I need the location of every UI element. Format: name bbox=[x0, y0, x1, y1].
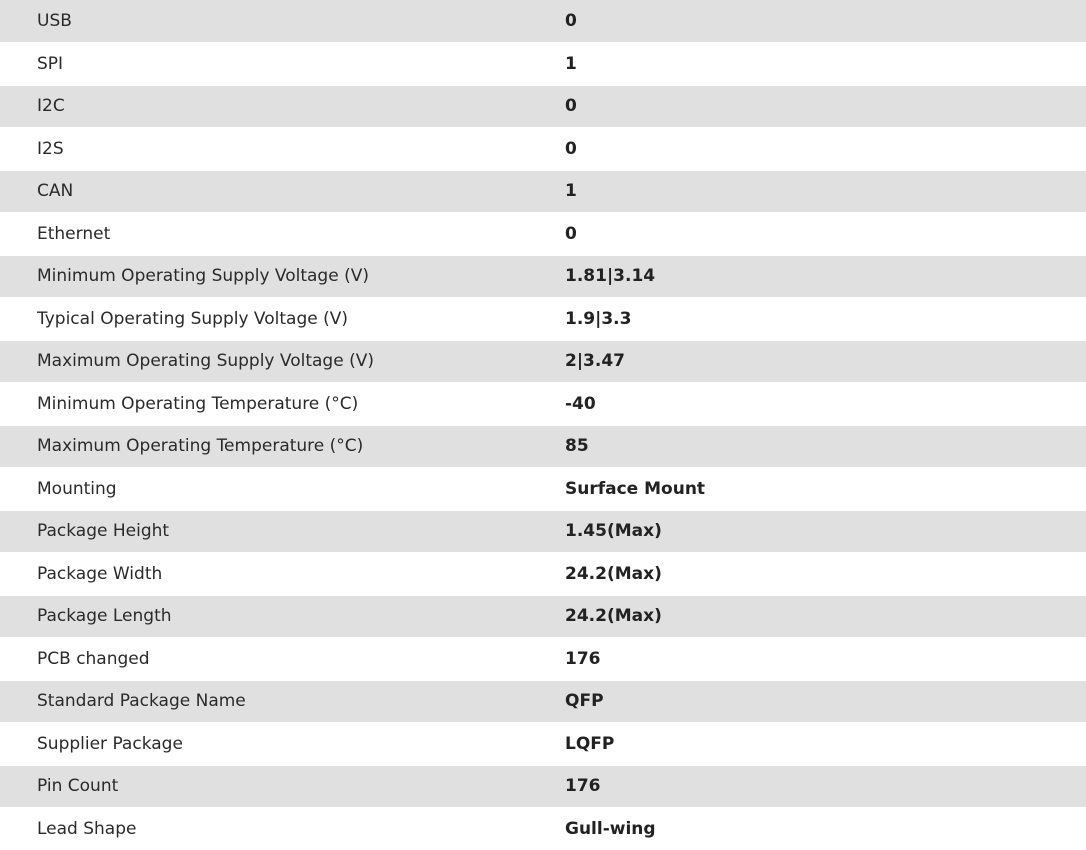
spec-label: Minimum Operating Temperature (°C) bbox=[0, 383, 565, 426]
spec-value: -40 bbox=[565, 383, 1086, 426]
spec-row bbox=[0, 595, 1086, 638]
spec-value: Gull-wing bbox=[565, 808, 1086, 850]
spec-value: 1.45(Max) bbox=[565, 510, 1086, 553]
spec-value: Surface Mount bbox=[565, 468, 1086, 511]
spec-row bbox=[0, 808, 1086, 850]
spec-row bbox=[0, 723, 1086, 766]
spec-label: PCB changed bbox=[0, 638, 565, 681]
spec-label: Package Width bbox=[0, 553, 565, 596]
spec-label: USB bbox=[0, 0, 565, 43]
spec-value: 1 bbox=[565, 43, 1086, 86]
spec-row bbox=[0, 510, 1086, 553]
spec-value: QFP bbox=[565, 680, 1086, 723]
spec-row bbox=[0, 128, 1086, 171]
spec-row bbox=[0, 553, 1086, 596]
spec-row bbox=[0, 425, 1086, 468]
spec-row bbox=[0, 765, 1086, 808]
spec-row bbox=[0, 638, 1086, 681]
spec-value: 1.81|3.14 bbox=[565, 255, 1086, 298]
spec-row bbox=[0, 680, 1086, 723]
spec-row bbox=[0, 213, 1086, 256]
spec-row bbox=[0, 170, 1086, 213]
spec-value: 0 bbox=[565, 128, 1086, 171]
spec-label: Package Length bbox=[0, 595, 565, 638]
spec-value: 1.9|3.3 bbox=[565, 298, 1086, 341]
spec-label: CAN bbox=[0, 170, 565, 213]
spec-row bbox=[0, 43, 1086, 86]
spec-label: Pin Count bbox=[0, 765, 565, 808]
spec-value: 0 bbox=[565, 0, 1086, 43]
spec-label: Maximum Operating Temperature (°C) bbox=[0, 425, 565, 468]
spec-value: 0 bbox=[565, 85, 1086, 128]
spec-label: I2S bbox=[0, 128, 565, 171]
spec-label: I2C bbox=[0, 85, 565, 128]
spec-label: Maximum Operating Supply Voltage (V) bbox=[0, 340, 565, 383]
spec-label: Supplier Package bbox=[0, 723, 565, 766]
spec-value: 176 bbox=[565, 638, 1086, 681]
spec-row bbox=[0, 383, 1086, 426]
spec-value: 176 bbox=[565, 765, 1086, 808]
spec-row bbox=[0, 340, 1086, 383]
spec-label: Ethernet bbox=[0, 213, 565, 256]
spec-row bbox=[0, 468, 1086, 511]
spec-label: Lead Shape bbox=[0, 808, 565, 850]
spec-label: Minimum Operating Supply Voltage (V) bbox=[0, 255, 565, 298]
spec-value: 2|3.47 bbox=[565, 340, 1086, 383]
spec-value: 85 bbox=[565, 425, 1086, 468]
spec-label: SPI bbox=[0, 43, 565, 86]
spec-row bbox=[0, 85, 1086, 128]
spec-row bbox=[0, 255, 1086, 298]
spec-label: Typical Operating Supply Voltage (V) bbox=[0, 298, 565, 341]
spec-row bbox=[0, 298, 1086, 341]
spec-value: 1 bbox=[565, 170, 1086, 213]
spec-row bbox=[0, 0, 1086, 43]
spec-label: Package Height bbox=[0, 510, 565, 553]
spec-label: Mounting bbox=[0, 468, 565, 511]
spec-value: LQFP bbox=[565, 723, 1086, 766]
spec-value: 24.2(Max) bbox=[565, 553, 1086, 596]
spec-value: 24.2(Max) bbox=[565, 595, 1086, 638]
spec-value: 0 bbox=[565, 213, 1086, 256]
spec-label: Standard Package Name bbox=[0, 680, 565, 723]
